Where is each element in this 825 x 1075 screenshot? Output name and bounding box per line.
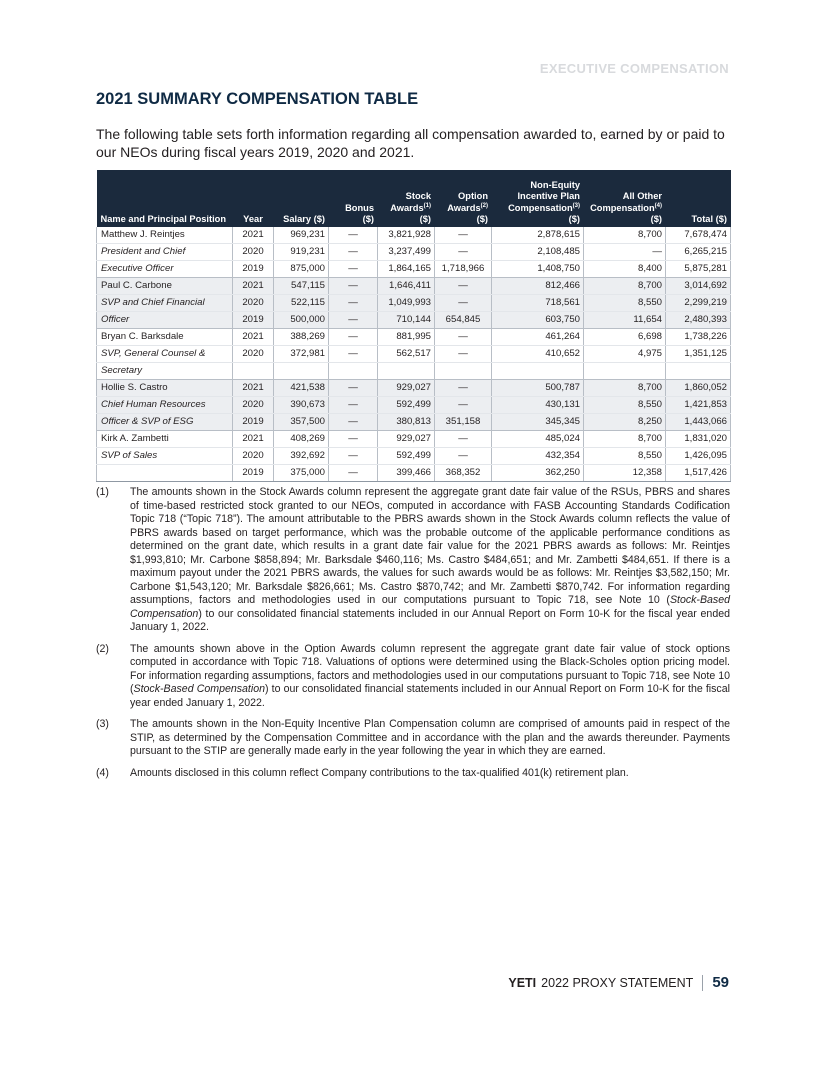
cell-salary: 390,673 xyxy=(274,397,329,414)
table-header-row xyxy=(97,170,731,227)
cell-bonus: — xyxy=(329,465,378,482)
footnote xyxy=(96,718,730,759)
cell-stock-awards: 380,813 xyxy=(378,414,435,431)
cell-bonus xyxy=(329,363,378,380)
cell-bonus: — xyxy=(329,346,378,363)
cell-option-awards: — xyxy=(435,346,492,363)
col-other-label: All Other Compensation xyxy=(590,190,662,213)
footnote-tail: ) to our consolidated financial statements included in our Annual Report on Form 10-K for the fiscal year ended January 1, 2022. xyxy=(130,607,730,633)
table-row xyxy=(97,397,731,414)
cell-name: Executive Officer xyxy=(97,261,233,278)
table-row xyxy=(97,329,731,346)
table-row xyxy=(97,363,731,380)
cell-all-other: 8,400 xyxy=(584,261,666,278)
cell-stock-awards: 592,499 xyxy=(378,397,435,414)
col-bonus-header: Bonus ($) xyxy=(329,170,378,227)
cell-total: 6,265,215 xyxy=(666,244,731,261)
cell-bonus: — xyxy=(329,312,378,329)
cell-non-equity: 432,354 xyxy=(492,448,584,465)
cell-total: 1,351,125 xyxy=(666,346,731,363)
cell-name: Officer & SVP of ESG xyxy=(97,414,233,431)
cell-stock-awards: 562,517 xyxy=(378,346,435,363)
col-total-header: Total ($) xyxy=(666,170,731,227)
cell-salary: 522,115 xyxy=(274,295,329,312)
cell-name: Bryan C. Barksdale xyxy=(97,329,233,346)
cell-total: 1,426,095 xyxy=(666,448,731,465)
cell-total: 1,860,052 xyxy=(666,380,731,397)
cell-stock-awards: 929,027 xyxy=(378,431,435,448)
footnote-number: (4) xyxy=(96,766,109,779)
table-row xyxy=(97,431,731,448)
page-title: 2021 SUMMARY COMPENSATION TABLE xyxy=(96,90,419,108)
cell-year: 2020 xyxy=(233,448,274,465)
cell-bonus: — xyxy=(329,329,378,346)
cell-stock-awards: 881,995 xyxy=(378,329,435,346)
cell-option-awards: — xyxy=(435,295,492,312)
cell-salary: 421,538 xyxy=(274,380,329,397)
footnote-body: The amounts shown in the Stock Awards column represent the aggregate grant date fair value of the RSUs, PBRS and shares of time-based restricted stock granted to our NEOs, computed in accordance with FASB Accounting Standards Codification Topic 718 (“Topic 718”). The amount attributable to the PBRS awards shown in the Stock Awards column reflects the value of PBRS awards based on target performance, which was the probable outcome of the applicable performance conditions as determined on the grant date, which results in a grant date fair value for the 2021 PBRS awards as follows: Mr. Reintjes $1,993,810; Mr. Carbone $858,894; Mr. Barksdale $460,116; Ms. Castro $484,651; and Mr. Zambetti $484,651. If there is a maximum payout under the 2021 PBRS awards, the values for such awards would be as follows: Mr. Reintjes $3,582,150; Mr. Carbone $1,543,120; Mr. Barksdale $826,661; Ms. Castro $870,742; and Mr. Zambetti $870,742. For information regarding assumptions, factors and methodologies used in our computations pursuant to Topic 718, see Note 10 ( xyxy=(130,486,730,606)
cell-stock-awards: 710,144 xyxy=(378,312,435,329)
cell-salary: 919,231 xyxy=(274,244,329,261)
cell-stock-awards: 1,049,993 xyxy=(378,295,435,312)
cell-option-awards: — xyxy=(435,227,492,244)
cell-non-equity: 812,466 xyxy=(492,278,584,295)
col-name-header: Name and Principal Position xyxy=(97,170,233,227)
footnote xyxy=(96,643,730,711)
cell-name: Matthew J. Reintjes xyxy=(97,227,233,244)
footnote-text xyxy=(130,486,730,635)
footnote-body: The amounts shown above in the Option Awards column represent the aggregate grant date fair value of stock options computed in accordance with Topic 718. Valuations of options were determined using the Black-Scholes option pricing model. For information regarding assumptions, factors and methodologies used in our computations pursuant to Topic 718, see Note 10 ( xyxy=(130,642,730,695)
col-stock-header xyxy=(378,170,435,227)
cell-all-other: 8,700 xyxy=(584,227,666,244)
footnote-number: (3) xyxy=(96,718,109,730)
cell-all-other: — xyxy=(584,244,666,261)
cell-stock-awards: 1,646,411 xyxy=(378,278,435,295)
cell-bonus: — xyxy=(329,380,378,397)
cell-year: 2019 xyxy=(233,261,274,278)
footer-brand: YETI xyxy=(508,975,537,990)
cell-total: 1,517,426 xyxy=(666,465,731,482)
cell-bonus: — xyxy=(329,295,378,312)
cell-stock-awards: 3,821,928 xyxy=(378,227,435,244)
cell-option-awards: 351,158 xyxy=(435,414,492,431)
col-nonequity-unit: ($) xyxy=(568,213,580,224)
page-footer xyxy=(508,974,729,991)
cell-bonus: — xyxy=(329,431,378,448)
footnote-body: The amounts shown in the Non-Equity Incentive Plan Compensation column are comprised of amounts paid in respect of the STIP, as determined by the Compensation Committee and in accordance with the plan and the awards thereunder. Payments pursuant to the STIP are generally made early in the year following the year in which they are earned. xyxy=(130,718,730,757)
table-row xyxy=(97,380,731,397)
cell-year xyxy=(233,363,274,380)
footnote-ref-4: (4) xyxy=(654,203,662,209)
cell-year: 2021 xyxy=(233,227,274,244)
cell-year: 2020 xyxy=(233,346,274,363)
cell-option-awards: — xyxy=(435,244,492,261)
cell-name: SVP of Sales xyxy=(97,448,233,465)
cell-all-other: 6,698 xyxy=(584,329,666,346)
cell-all-other: 8,700 xyxy=(584,431,666,448)
table-row xyxy=(97,278,731,295)
cell-option-awards: — xyxy=(435,329,492,346)
cell-bonus: — xyxy=(329,397,378,414)
cell-year: 2019 xyxy=(233,414,274,431)
cell-option-awards: 368,352 xyxy=(435,465,492,482)
footnote-emphasis: Stock-Based Compensation xyxy=(133,683,266,695)
table-row xyxy=(97,261,731,278)
cell-year: 2020 xyxy=(233,295,274,312)
table-row xyxy=(97,227,731,244)
footer-document-title: 2022 PROXY STATEMENT xyxy=(541,975,694,990)
cell-option-awards: — xyxy=(435,448,492,465)
cell-name: Paul C. Carbone xyxy=(97,278,233,295)
summary-compensation-table xyxy=(96,170,731,482)
cell-stock-awards: 3,237,499 xyxy=(378,244,435,261)
cell-stock-awards: 929,027 xyxy=(378,380,435,397)
cell-name: Secretary xyxy=(97,363,233,380)
cell-non-equity: 461,264 xyxy=(492,329,584,346)
cell-non-equity: 362,250 xyxy=(492,465,584,482)
cell-salary xyxy=(274,363,329,380)
footnote xyxy=(96,486,730,635)
cell-name: SVP, General Counsel & xyxy=(97,346,233,363)
col-year-header: Year xyxy=(233,170,274,227)
cell-name: Kirk A. Zambetti xyxy=(97,431,233,448)
cell-year: 2019 xyxy=(233,312,274,329)
cell-stock-awards: 1,864,165 xyxy=(378,261,435,278)
cell-stock-awards xyxy=(378,363,435,380)
cell-name: Chief Human Resources xyxy=(97,397,233,414)
cell-salary: 372,981 xyxy=(274,346,329,363)
cell-total: 3,014,692 xyxy=(666,278,731,295)
cell-all-other: 8,550 xyxy=(584,295,666,312)
intro-paragraph: The following table sets forth information regarding all compensation awarded to, earned by or paid to our NEOs during fiscal years 2019, 2020 and 2021. xyxy=(96,126,725,160)
cell-year: 2020 xyxy=(233,244,274,261)
col-nonequity-header xyxy=(492,170,584,227)
footnote-number: (1) xyxy=(96,486,109,498)
cell-option-awards xyxy=(435,363,492,380)
cell-non-equity: 2,878,615 xyxy=(492,227,584,244)
cell-all-other: 8,700 xyxy=(584,278,666,295)
cell-option-awards: — xyxy=(435,431,492,448)
cell-name: Officer xyxy=(97,312,233,329)
cell-non-equity: 345,345 xyxy=(492,414,584,431)
col-option-header xyxy=(435,170,492,227)
cell-non-equity: 718,561 xyxy=(492,295,584,312)
footnote-ref-3: (3) xyxy=(572,203,580,209)
cell-total: 1,443,066 xyxy=(666,414,731,431)
cell-name: SVP and Chief Financial xyxy=(97,295,233,312)
table-row xyxy=(97,414,731,431)
cell-total: 2,299,219 xyxy=(666,295,731,312)
table-row xyxy=(97,346,731,363)
cell-salary: 500,000 xyxy=(274,312,329,329)
cell-option-awards: — xyxy=(435,278,492,295)
col-stock-label: Stock Awards xyxy=(390,190,431,213)
cell-year: 2021 xyxy=(233,380,274,397)
cell-total: 1,421,853 xyxy=(666,397,731,414)
cell-bonus: — xyxy=(329,414,378,431)
cell-year: 2021 xyxy=(233,329,274,346)
cell-salary: 875,000 xyxy=(274,261,329,278)
cell-non-equity: 485,024 xyxy=(492,431,584,448)
col-option-unit: ($) xyxy=(476,213,488,224)
footnote-tail: ) to our consolidated financial statements included in our Annual Report on Form 10-K for the fiscal year ended January 1, 2022. xyxy=(130,683,730,709)
footnote-ref-2: (2) xyxy=(480,203,488,209)
cell-option-awards: 1,718,966 xyxy=(435,261,492,278)
cell-year: 2019 xyxy=(233,465,274,482)
cell-salary: 547,115 xyxy=(274,278,329,295)
footnote-text xyxy=(130,643,730,711)
footnote-number: (2) xyxy=(96,642,109,655)
cell-all-other: 8,250 xyxy=(584,414,666,431)
table-row xyxy=(97,244,731,261)
cell-total: 1,738,226 xyxy=(666,329,731,346)
cell-stock-awards: 399,466 xyxy=(378,465,435,482)
cell-total: 2,480,393 xyxy=(666,312,731,329)
cell-total xyxy=(666,363,731,380)
section-label: EXECUTIVE COMPENSATION xyxy=(539,61,729,76)
page-number: 59 xyxy=(712,974,729,991)
cell-all-other xyxy=(584,363,666,380)
cell-bonus: — xyxy=(329,244,378,261)
cell-name: President and Chief xyxy=(97,244,233,261)
cell-all-other: 8,550 xyxy=(584,448,666,465)
footnote xyxy=(96,767,730,781)
col-other-header xyxy=(584,170,666,227)
footnote-ref-1: (1) xyxy=(423,203,431,209)
cell-non-equity: 410,652 xyxy=(492,346,584,363)
cell-total: 1,831,020 xyxy=(666,431,731,448)
col-option-label: Option Awards xyxy=(447,190,488,213)
cell-bonus: — xyxy=(329,261,378,278)
cell-salary: 375,000 xyxy=(274,465,329,482)
cell-option-awards: — xyxy=(435,397,492,414)
cell-year: 2021 xyxy=(233,278,274,295)
cell-name xyxy=(97,465,233,482)
footnote-text xyxy=(130,767,730,781)
cell-year: 2021 xyxy=(233,431,274,448)
table-row xyxy=(97,295,731,312)
cell-non-equity: 603,750 xyxy=(492,312,584,329)
cell-total: 5,875,281 xyxy=(666,261,731,278)
cell-option-awards: — xyxy=(435,380,492,397)
cell-all-other: 8,550 xyxy=(584,397,666,414)
cell-salary: 408,269 xyxy=(274,431,329,448)
cell-bonus: — xyxy=(329,227,378,244)
cell-salary: 357,500 xyxy=(274,414,329,431)
cell-name: Hollie S. Castro xyxy=(97,380,233,397)
footnote-text xyxy=(130,718,730,759)
cell-all-other: 12,358 xyxy=(584,465,666,482)
col-stock-unit: ($) xyxy=(419,213,431,224)
cell-bonus: — xyxy=(329,278,378,295)
cell-salary: 392,692 xyxy=(274,448,329,465)
cell-non-equity: 500,787 xyxy=(492,380,584,397)
cell-salary: 969,231 xyxy=(274,227,329,244)
footnote-body: Amounts disclosed in this column reflect Company contributions to the tax-qualified 401(k) retirement plan. xyxy=(130,766,629,779)
cell-non-equity: 2,108,485 xyxy=(492,244,584,261)
col-other-unit: ($) xyxy=(650,213,662,224)
cell-non-equity xyxy=(492,363,584,380)
cell-non-equity: 430,131 xyxy=(492,397,584,414)
cell-all-other: 8,700 xyxy=(584,380,666,397)
cell-year: 2020 xyxy=(233,397,274,414)
table-row xyxy=(97,448,731,465)
cell-salary: 388,269 xyxy=(274,329,329,346)
cell-all-other: 4,975 xyxy=(584,346,666,363)
cell-all-other: 11,654 xyxy=(584,312,666,329)
cell-total: 7,678,474 xyxy=(666,227,731,244)
cell-non-equity: 1,408,750 xyxy=(492,261,584,278)
cell-bonus: — xyxy=(329,448,378,465)
cell-stock-awards: 592,499 xyxy=(378,448,435,465)
footer-divider xyxy=(702,975,703,991)
footnote-emphasis: Stock-Based Compensation xyxy=(130,594,730,620)
col-nonequity-label: Non-Equity Incentive Plan Compensation xyxy=(508,180,580,213)
col-salary-header: Salary ($) xyxy=(274,170,329,227)
cell-option-awards: 654,845 xyxy=(435,312,492,329)
table-row xyxy=(97,465,731,482)
footnotes xyxy=(96,486,730,788)
table-row xyxy=(97,312,731,329)
